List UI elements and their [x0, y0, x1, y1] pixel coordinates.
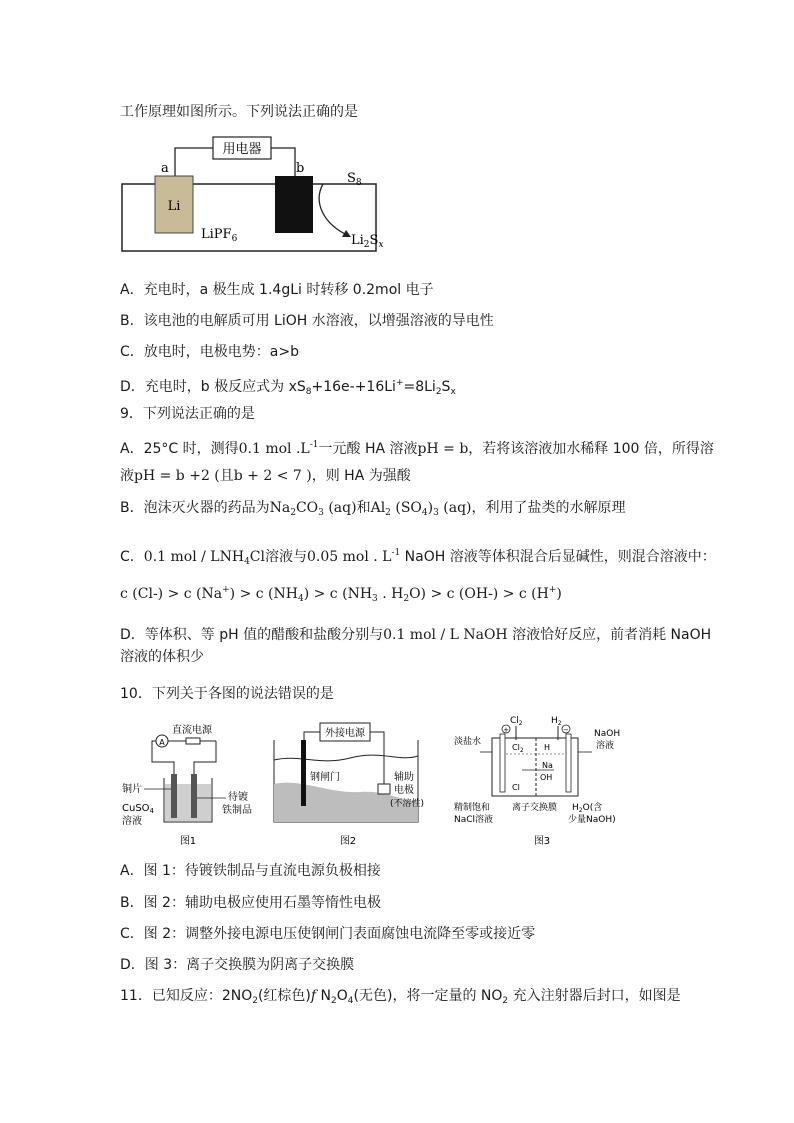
- fig1-caption: 图1: [179, 836, 197, 847]
- fig3-cathode: [566, 734, 571, 792]
- fig3-minus-label: −: [563, 726, 569, 734]
- fig3-water-label: $H_2O$(含: [572, 803, 603, 814]
- fig1-copper: [171, 774, 177, 818]
- fig1-plated-label: 待镀: [228, 792, 248, 803]
- q9-a-post: ，若将该溶液加水稀释 100 倍，所得溶: [468, 441, 714, 457]
- q9-option-a-line2: [120, 466, 411, 486]
- q8-d-mid: +16e-+16Li: [311, 379, 396, 395]
- q9-c-post: NaOH 溶液等体积混合后显碱性，则混合溶液中：: [400, 549, 716, 565]
- li-label: Li: [167, 199, 181, 214]
- q10-option-c-text: C．图 2：调整外接电源电压使钢闸门表面腐蚀电流降至零或接近零: [120, 926, 536, 942]
- q9-option-b: [120, 498, 626, 523]
- fig1-ammeter-label: A: [159, 738, 165, 747]
- fig2-gate-label: 钢闸门: [310, 772, 340, 783]
- q9-a-mid: 一元酸 HA 溶液: [318, 441, 418, 457]
- fig3-cl2-inside: $Cl_2$: [512, 743, 524, 754]
- q10-stem-text: 10．下列关于各图的说法错误的是: [120, 686, 334, 702]
- q9-stem-text: 9．下列说法正确的是: [120, 406, 255, 422]
- fig3-naoh-label: NaOH: [594, 729, 621, 739]
- q10-stem: [120, 684, 334, 704]
- fig1-copper-label: 铜片: [122, 784, 142, 795]
- q9-a-exp: -1: [309, 440, 319, 450]
- fig3-dilute-label: 淡盐水: [454, 737, 482, 747]
- intro-text: [120, 102, 358, 122]
- q9-c-conc2: 0.05 mol . $L^{-1}$: [307, 548, 401, 565]
- q11-mid: (红棕色): [257, 988, 311, 1004]
- figure-1: [118, 718, 260, 850]
- q8-option-b: [120, 311, 494, 331]
- q11-arrow-glyph: f: [310, 988, 317, 1004]
- q11-n2o4: N: [316, 988, 332, 1004]
- external-wire-right: [271, 148, 295, 176]
- q9-d-conc: 0.1 mol / L NaOH: [383, 627, 508, 643]
- q9-a2-pre: 液: [120, 468, 134, 484]
- fig3-oh-inside: OH: [540, 773, 553, 782]
- fig2-wire-left: [304, 732, 320, 740]
- q8-option-c-text: C．放电时，电极电势：a>b: [120, 344, 299, 360]
- external-wire: [175, 148, 213, 176]
- q9-c-conc1: 0.1 mol / $LNH_4Cl$: [143, 549, 265, 567]
- q8-option-a: [120, 280, 434, 300]
- reaction-arrow: [319, 184, 349, 236]
- q11-o4: O: [336, 988, 348, 1004]
- fig3-h2-top: $H_2$: [551, 716, 562, 727]
- q8-d-s: S: [441, 379, 451, 395]
- fig3-cl2-top: $Cl_2$: [510, 716, 523, 727]
- q9-a-ph: pH = b: [417, 441, 469, 457]
- product-label: $Li_2S_x$: [351, 233, 384, 250]
- electrode-a-label: a: [161, 161, 169, 176]
- q11-sub3: 4: [347, 996, 354, 1006]
- electrolyte-label: LiPF$_6$: [201, 227, 238, 244]
- fig3-caption: 图3: [533, 836, 551, 847]
- q9-b-pre: B．泡沫灭火器的药品为: [120, 500, 270, 516]
- q9-d-pre: D．等体积、等 pH 值的醋酸和盐酸分别与: [120, 627, 384, 643]
- fig1-iron: [191, 774, 197, 818]
- q9-option-c-line1: [120, 543, 716, 572]
- q9-option-d-line2: [120, 647, 204, 667]
- q11-pre: 11．已知反应：2NO: [120, 988, 253, 1004]
- q9-d-post: 溶液恰好反应，前者消耗 NaOH: [507, 627, 712, 643]
- q9-stem: [120, 404, 255, 424]
- q11-post: (无色)，将一定量的 NO: [353, 988, 503, 1004]
- q11-sub2: 2: [331, 996, 337, 1006]
- electrode-b-label: b: [296, 161, 305, 176]
- q11-sub4: 2: [502, 996, 509, 1006]
- fig2-aux-label2: 电极: [394, 785, 414, 796]
- q9-option-c-line2: c (Cl-) > c (Na+) > c $(NH_4) > c$ ($NH_3$ . $H_2O) > c$ (OH-) > c (H+): [120, 585, 562, 604]
- fig1-plated-label2: 铁制品: [222, 805, 252, 816]
- fig3-na-inside: Na: [542, 761, 553, 770]
- q10-option-b-text: B．图 2：辅助电极应使用石墨等惰性电极: [120, 895, 381, 911]
- device-label: 用电器: [222, 142, 262, 157]
- q9-a-pre: A．25°C 时，测得: [120, 441, 239, 457]
- q9-b-formula2: $Al_2$ $(SO_4)_3$ (aq): [370, 500, 472, 518]
- q10-option-a-text: A．图 1：待镀铁制品与直流电源负极相接: [120, 863, 381, 879]
- fig3-anode: [500, 734, 505, 792]
- q11-end: 充入注射器后封口，如图是: [508, 988, 681, 1004]
- q8-d-sup: +: [395, 378, 404, 388]
- fig2-aux-label: 辅助: [394, 772, 414, 783]
- q8-option-d: [120, 373, 456, 402]
- fig3-cl-inside: Cl: [512, 783, 520, 792]
- figure-3: [454, 712, 628, 850]
- fig3-water-label2: 少量NaOH): [568, 815, 616, 825]
- q10-option-d-text: D．图 3：离子交换膜为阴离子交换膜: [120, 957, 355, 973]
- fig2-caption: 图2: [339, 836, 357, 847]
- q10-option-a: [120, 861, 381, 881]
- fig2-aux-label3: (不溶性): [390, 799, 425, 809]
- q8-option-c: [120, 342, 299, 362]
- q9-c-mid: 溶液与: [265, 549, 307, 565]
- q9-a2-post: ，则 HA 为强酸: [311, 468, 411, 484]
- fig3-brine-label2: NaCl溶液: [454, 815, 494, 825]
- q10-option-b: [120, 893, 381, 913]
- fig1-power-label: 直流电源: [172, 725, 212, 736]
- q8-d-x: x: [450, 387, 456, 397]
- q8-option-b-text: B．该电池的电解质可用 LiOH 水溶液，以增强溶液的导电性: [120, 313, 494, 329]
- q8-d-sub: 8: [305, 387, 312, 397]
- battery-diagram: [115, 132, 415, 254]
- q11-stem: [120, 986, 681, 1011]
- q9-a-conc: 0.1 mol .L: [238, 441, 310, 457]
- fig1-solution-label: 溶液: [122, 816, 142, 827]
- q10-option-d: [120, 955, 354, 975]
- q9-b-post: ，利用了盐类的水解原理: [471, 500, 626, 516]
- fig2-water-surface: [274, 755, 418, 761]
- q10-option-c: [120, 924, 535, 944]
- q8-d-eq: =8Li: [403, 379, 436, 395]
- fig1-wire-right: [194, 741, 216, 776]
- fig3-brine-label: 精制饱和: [454, 803, 491, 813]
- s8-label: $S_8$: [347, 171, 362, 188]
- fig2-steel-gate: [301, 740, 306, 806]
- q9-d2-text: 溶液的体积少: [120, 649, 204, 665]
- fig1-power-symbol: [186, 738, 200, 744]
- q9-option-d-line1: [120, 625, 711, 645]
- q9-a2-ph: pH = b +2 (且b + 2 < 7 ): [134, 468, 312, 484]
- fig2-wire-right: [370, 732, 384, 784]
- fig3-naoh-label2: 溶液: [596, 741, 615, 751]
- q8-d-sub2: 2: [435, 387, 442, 397]
- q11-sub1: 2: [252, 996, 258, 1006]
- intro-label: 工作原理如图所示。下列说法正确的是: [120, 104, 358, 120]
- q8-option-a-text: A．充电时，a 极生成 1.4gLi 时转移 0.2mol 电子: [120, 282, 434, 298]
- fig2-power-label: 外接电源: [325, 728, 365, 739]
- q9-c-pre: C．: [120, 549, 144, 565]
- q9-b-formula1: $Na_2CO_3$ (aq): [269, 500, 357, 518]
- fig3-plus-label: +: [503, 726, 509, 734]
- sulfur-electrode: [275, 176, 313, 233]
- figure-2: [270, 718, 426, 850]
- fig1-cuso4-label: CuSO$_4$: [122, 803, 155, 815]
- q8-d-pre: D．充电时，b 极反应式为 xS: [120, 379, 306, 395]
- fig2-aux-electrode: [378, 784, 390, 794]
- q9-b-and: 和: [356, 500, 371, 516]
- q9-option-a-line1: [120, 435, 714, 459]
- fig3-h-inside: H: [544, 743, 551, 752]
- fig3-membrane-label: 离子交换膜: [512, 803, 558, 813]
